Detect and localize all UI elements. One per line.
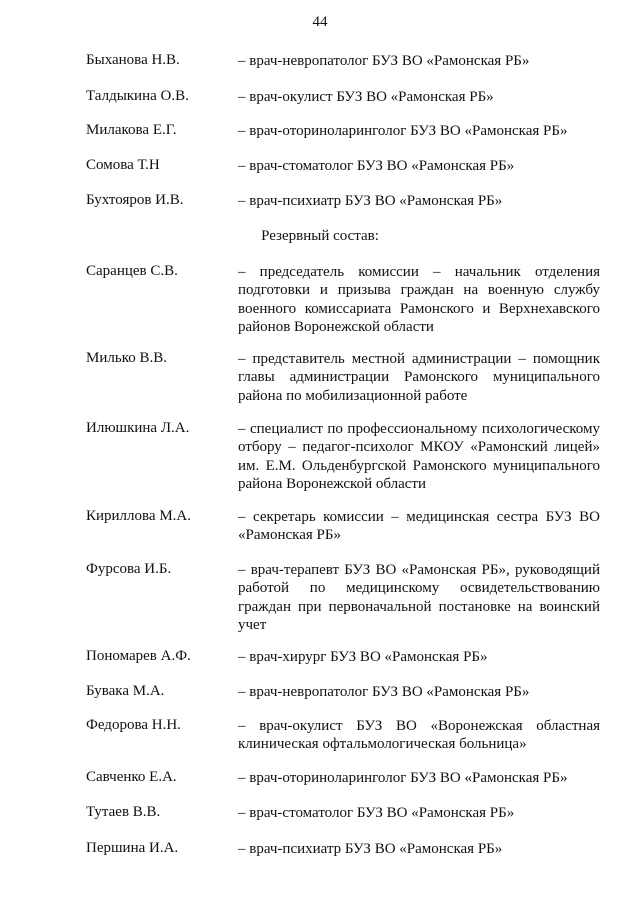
member-name: Илюшкина Л.А. [86, 420, 190, 436]
member-role: – председатель комиссии – начальник отделения подготовки и призыва граждан на военную службу военного комиссариата Рамонского и Верхнехавского районов Воронежской области [238, 264, 600, 335]
member-role: – представитель местной администрации – помощник главы администрации Рамонского муниципального района по мобилизационной работе [238, 351, 600, 404]
member-name: Пономарев А.Ф. [86, 648, 191, 664]
member-role: – врач-оториноларинголог БУЗ ВО «Рамонская РБ» [238, 770, 568, 786]
member-name: Саранцев С.В. [86, 263, 178, 279]
member-role: – врач-терапевт БУЗ ВО «Рамонская РБ», руководящий работой по медицинскому освидетельствованию граждан при первоначальной постановке на воинский учет [238, 562, 600, 633]
member-role: – врач-психиатр БУЗ ВО «Рамонская РБ» [238, 193, 503, 209]
member-name: Тутаев В.В. [86, 804, 161, 820]
member-role: – врач-невропатолог БУЗ ВО «Рамонская РБ» [238, 684, 530, 700]
member-role: – врач-оториноларинголог БУЗ ВО «Рамонская РБ» [238, 123, 568, 139]
member-name: Фурсова И.Б. [86, 561, 172, 577]
member-role: – врач-невропатолог БУЗ ВО «Рамонская РБ» [238, 53, 530, 69]
member-name: Федорова Н.Н. [86, 717, 181, 733]
member-name: Савченко Е.А. [86, 769, 177, 785]
member-name: Милакова Е.Г. [86, 122, 177, 138]
member-role: – врач-психиатр БУЗ ВО «Рамонская РБ» [238, 841, 503, 857]
member-name: Кириллова М.А. [86, 508, 191, 524]
member-role: – врач-окулист БУЗ ВО «Воронежская областная клиническая офтальмологическая больница» [238, 718, 600, 753]
member-role: – врач-стоматолог БУЗ ВО «Рамонская РБ» [238, 158, 515, 174]
member-name: Милько В.В. [86, 350, 167, 366]
member-name: Сомова Т.Н [86, 157, 160, 173]
member-role: – врач-окулист БУЗ ВО «Рамонская РБ» [238, 89, 494, 105]
member-name: Бухтояров И.В. [86, 192, 184, 208]
member-role: – врач-хирург БУЗ ВО «Рамонская РБ» [238, 649, 488, 665]
member-name: Быханова Н.В. [86, 52, 180, 68]
member-name: Бувака М.А. [86, 683, 165, 699]
member-role: – врач-стоматолог БУЗ ВО «Рамонская РБ» [238, 805, 515, 821]
section-title: Резервный состав: [261, 228, 379, 244]
member-name: Першина И.А. [86, 840, 179, 856]
member-role: – секретарь комиссии – медицинская сестра БУЗ ВО «Рамонская РБ» [238, 509, 600, 544]
page-number: 44 [312, 14, 328, 30]
member-role: – специалист по профессиональному психологическому отбору – педагог-психолог МКОУ «Рамонский лицей» им. Е.М. Ольденбургской Рамонского муниципального района Воронежской области [238, 421, 600, 492]
member-name: Талдыкина О.В. [86, 88, 189, 104]
